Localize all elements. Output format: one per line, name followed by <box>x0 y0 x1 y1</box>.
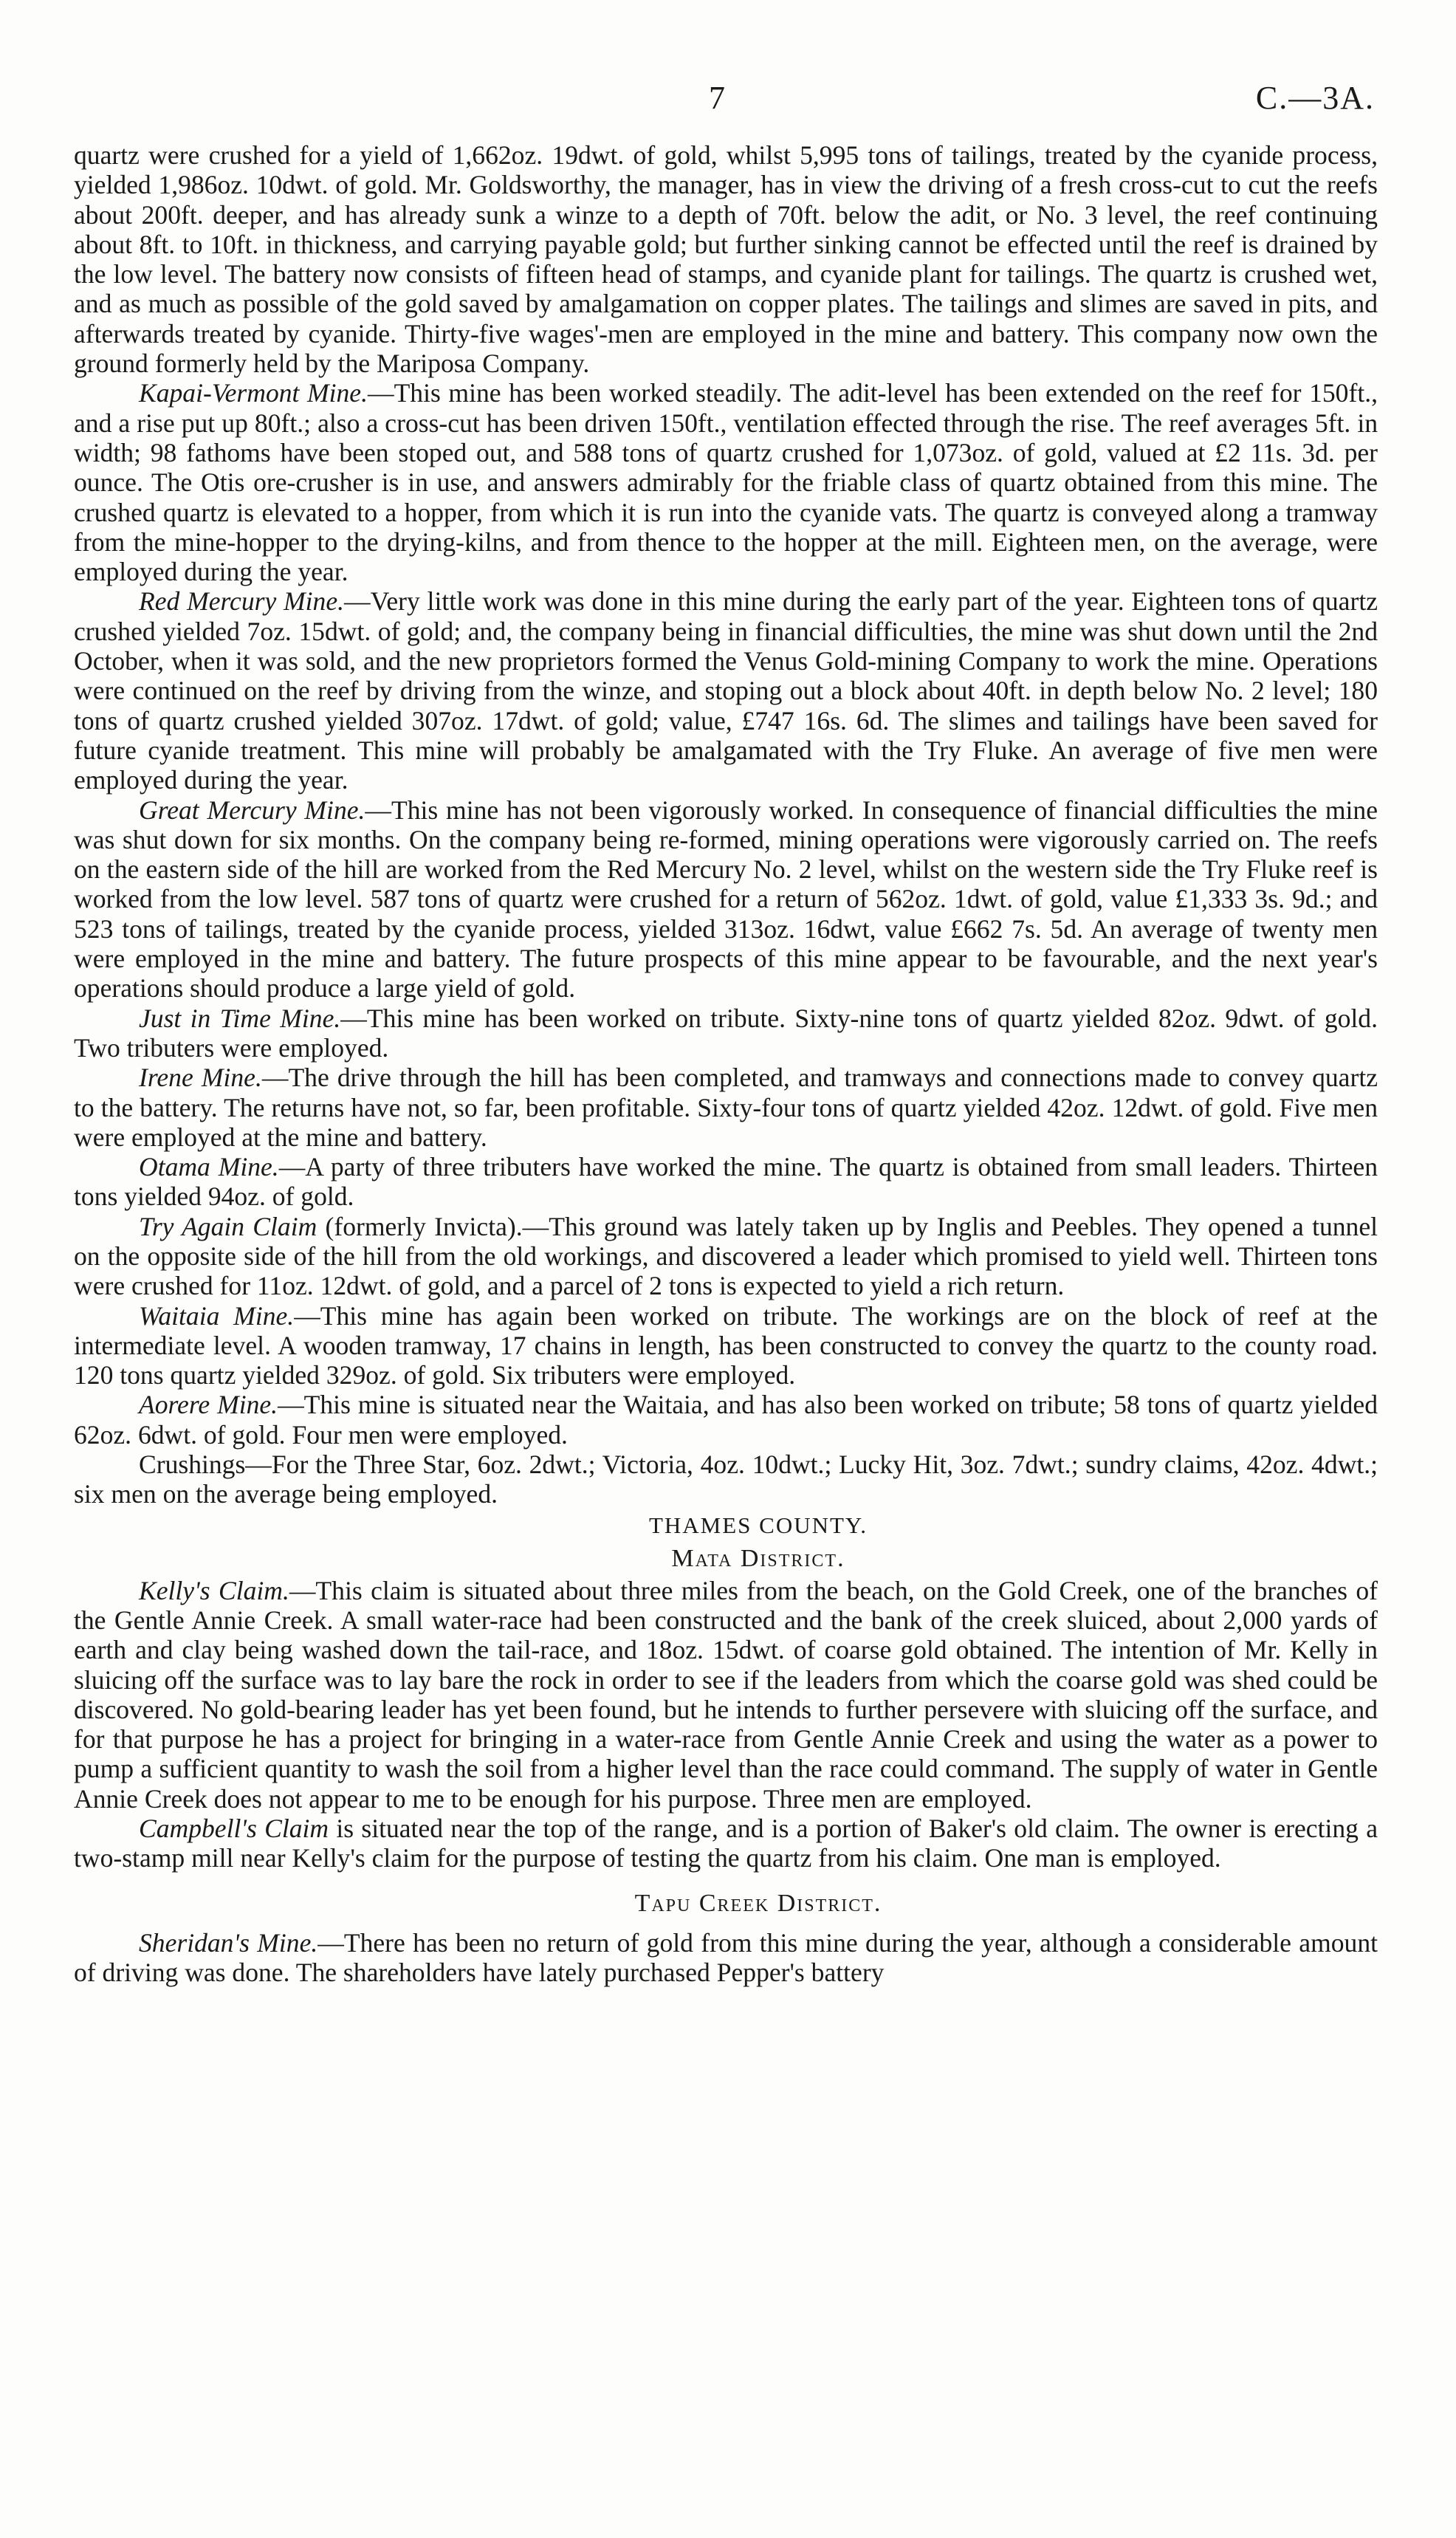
paragraph-lead: Waitaia Mine. <box>139 1300 295 1331</box>
paragraph-text: quartz were crushed for a yield of 1,662oz. 19dwt. of gold, whilst 5,995 tons of tailings, treated by the cyanide process, yielded 1,986oz. 10dwt. of gold. Mr. Goldsworthy, the manager, has in view the driving of a fresh cross-cut to cut the reefs about 200ft. deeper, and has already sunk a winze to a depth of 70ft. below the adit, or No. 3 level, the reef continuing about 8ft. to 10ft. in thickness, and carrying payable gold; but further sinking cannot be effected until the reef is drained by the low level. The battery now consists of fifteen head of stamps, and cyanide plant for tailings. The quartz is crushed wet, and as much as possible of the gold saved by amalgamation on copper plates. The tailings and slimes are saved in pits, and afterwards treated by cyanide. Thirty-five wages'-men are employed in the mine and battery. This company now own the ground formerly held by the Mariposa Company. <box>74 140 1378 379</box>
paragraph-lead: Kelly's Claim. <box>139 1575 289 1605</box>
paragraph-text: —This mine is situated near the Waitaia, and has also been worked on tribute; 58 tons of quartz yielded 62oz. 6dwt. of gold. Four men were employed. <box>74 1390 1378 1450</box>
paragraph-campbells-claim <box>74 1814 1378 1873</box>
paragraph-text: Crushings—For the Three Star, 6oz. 2dwt.; Victoria, 4oz. 10dwt.; Lucky Hit, 3oz. 7dwt.; sundry claims, 42oz. 4dwt.; six men on the average being employed. <box>74 1450 1378 1509</box>
paragraph-irene <box>74 1063 1378 1152</box>
paragraph-lead: Great Mercury Mine. <box>139 795 365 825</box>
district-heading-tapu: Tapu Creek District. <box>634 1889 882 1917</box>
page-header <box>0 80 1456 124</box>
paragraph-text: —The drive through the hill has been completed, and tramways and connections made to convey quartz to the battery. The returns have not, so far, been profitable. Sixty-four tons of quartz yielded 42oz. 12dwt. of gold. Five men were employed at the mine and battery. <box>74 1063 1378 1152</box>
paragraph-kellys-claim <box>74 1576 1378 1814</box>
paragraph-waitaia <box>74 1301 1378 1390</box>
paragraph-lead: Irene Mine. <box>139 1063 262 1093</box>
paragraph-red-mercury <box>74 586 1378 795</box>
paragraph-text: —This mine has been worked on tribute. Sixty-nine tons of quartz yielded 82oz. 9dwt. of gold. Two tributers were employed. <box>74 1003 1378 1063</box>
paragraph-aorere <box>74 1390 1378 1450</box>
paragraph-lead: Otama Mine. <box>139 1152 279 1182</box>
paragraph-great-mercury <box>74 795 1378 1004</box>
paragraph-kapai-vermont <box>74 378 1378 586</box>
county-heading: THAMES COUNTY. <box>648 1512 868 1538</box>
article-body <box>74 140 1378 1987</box>
paragraph-lead: Aorere Mine. <box>139 1390 278 1420</box>
paragraph-text: —This mine has not been vigorously worked. In consequence of financial difficulties the mine was shut down for six months. On the company being re-formed, mining operations were vigorously carried on. The reefs on the eastern side of the hill are worked from the Red Mercury No. 2 level, whilst on the western side the Try Fluke reef is worked from the low level. 587 tons of quartz were crushed for a return of 562oz. 1dwt. of gold, value £1,333 3s. 9d.; and 523 tons of tailings, treated by the cyanide process, yielded 313oz. 16dwt, value £662 7s. 5d. An average of twenty men were employed in the mine and battery. The future prospects of this mine appear to be favourable, and the next year's operations should produce a large yield of gold. <box>74 795 1378 1004</box>
paragraph-try-again <box>74 1212 1378 1301</box>
paragraph-lead: Try Again Claim <box>139 1211 317 1241</box>
paragraph-sheridans-mine <box>74 1928 1378 1988</box>
paragraph-text: —This mine has again been worked on tribute. The workings are on the block of reef at the intermediate level. A wooden tramway, 17 chains in length, has been constructed to convey the quartz to the county road. 120 tons quartz yielded 329oz. of gold. Six tributers were employed. <box>74 1300 1378 1390</box>
paragraph-otama <box>74 1152 1378 1212</box>
paragraph-lead: Red Mercury Mine. <box>139 586 345 617</box>
document-reference: C.—3A. <box>1255 80 1375 116</box>
paragraph-text: —A party of three tributers have worked the mine. The quartz is obtained from small leaders. Thirteen tons yielded 94oz. of gold. <box>74 1152 1378 1212</box>
paragraph-lead: Campbell's Claim <box>139 1814 329 1844</box>
paragraph-crushings <box>74 1450 1378 1509</box>
paragraph-continuation <box>74 140 1378 378</box>
paragraph-lead: Sheridan's Mine. <box>139 1927 318 1958</box>
paragraph-text: —Very little work was done in this mine during the early part of the year. Eighteen tons of quartz crushed yielded 7oz. 15dwt. of gold; and, the company being in financial difficulties, the mine was shut down until the 2nd October, when it was sold, and the new proprietors formed the Venus Gold-mining Company to work the mine. Operations were continued on the reef by driving from the winze, and stoping out a block about 40ft. in depth below No. 2 level; 180 tons of quartz crushed yielded 307oz. 17dwt. of gold; value, £747 16s. 6d. The slimes and tailings have been saved for future cyanide treatment. This mine will probably be amalgamated with the Try Fluke. An average of five men were employed during the year. <box>74 586 1378 795</box>
paragraph-lead: Kapai-Vermont Mine. <box>139 378 368 408</box>
paragraph-text: (formerly Invicta).—This ground was lately taken up by Inglis and Peebles. They opened a tunnel on the opposite side of the hill from the old workings, and discovered a leader which promised to yield well. Thirteen tons were crushed for 11oz. 12dwt. of gold, and a parcel of 2 tons is expected to yield a rich return. <box>74 1211 1378 1301</box>
district-heading-mata: Mata District. <box>671 1544 845 1572</box>
paragraph-text: is situated near the top of the range, and is a portion of Baker's old claim. The owner is erecting a two-stamp mill near Kelly's claim for the purpose of testing the quartz from his claim. One man is employed. <box>74 1814 1378 1873</box>
paragraph-text: —There has been no return of gold from this mine during the year, although a considerable amount of driving was done. The shareholders have lately purchased Pepper's battery <box>74 1927 1378 1987</box>
paragraph-just-in-time <box>74 1004 1378 1063</box>
paragraph-lead: Just in Time Mine. <box>139 1003 341 1033</box>
paragraph-text: —This claim is situated about three miles from the beach, on the Gold Creek, one of the branches of the Gentle Annie Creek. A small water-race had been constructed and the bank of the creek sluiced, about 2,000 yards of earth and clay being washed down the tail-race, and 18oz. 15dwt. of coarse gold obtained. The intention of Mr. Kelly in sluicing off the surface was to lay bare the rock in order to see if the leaders from which the coarse gold was shed could be discovered. No gold-bearing leader has yet been found, but he intends to further persevere with sluicing off the surface, and for that purpose he has a project for bringing in a water-race from Gentle Annie Creek and using the water as a power to pump a sufficient quantity to wash the soil from a higher level than the race could command. The supply of water in Gentle Annie Creek does not appear to me to be enough for his purpose. Three men are employed. <box>74 1575 1378 1814</box>
page-number: 7 <box>709 80 725 116</box>
paragraph-text: —This mine has been worked steadily. The adit-level has been extended on the reef for 150ft., and a rise put up 80ft.; also a cross-cut has been driven 150ft., ventilation effected through the rise. The reef averages 5ft. in width; 98 fathoms have been stoped out, and 588 tons of quartz crushed for 1,073oz. of gold, valued at £2 11s. 3d. per ounce. The Otis ore-crusher is in use, and answers admirably for the friable class of quartz obtained from this mine. The crushed quartz is elevated to a hopper, from which it is run into the cyanide vats. The quartz is conveyed along a tramway from the mine-hopper to the drying-kilns, and from thence to the hopper at the mill. Eighteen men, on the average, were employed during the year. <box>74 378 1378 587</box>
